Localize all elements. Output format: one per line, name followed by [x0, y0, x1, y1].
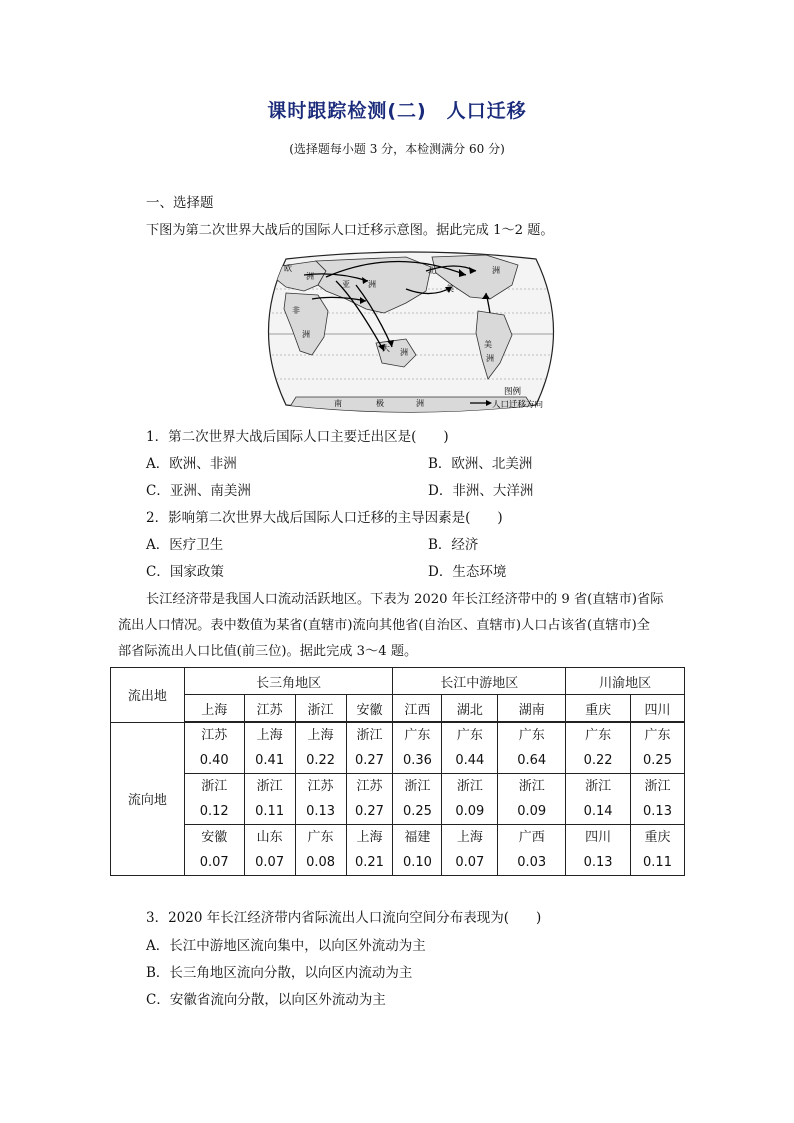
table-cell: [442, 825, 498, 876]
destination-name: 重庆: [644, 829, 671, 845]
inflow-header: 流向地: [111, 722, 185, 876]
share-value: 0.07: [199, 854, 229, 870]
question-3-option-c[interactable]: C．安徽省流向分散，以向区外流动为主: [146, 992, 386, 1008]
destination-name: 广西: [518, 829, 545, 845]
destination-name: 四川: [585, 829, 612, 845]
province-header: 重庆: [566, 695, 631, 723]
province-header: 湖南: [498, 695, 566, 723]
question-3-option-a[interactable]: A．长江中游地区流向集中，以向区外流动为主: [146, 938, 426, 954]
table-cell: [631, 825, 685, 876]
table-cell: [442, 722, 498, 774]
question-1-option-d[interactable]: D．非洲、大洋洲: [428, 483, 534, 499]
province-header-row: [111, 695, 685, 723]
question-1-option-c[interactable]: C．亚洲、南美洲: [146, 483, 251, 499]
table-row: [111, 825, 685, 876]
destination-name: 福建: [404, 829, 431, 845]
province-header: 上海: [184, 695, 244, 723]
table-cell: [498, 825, 566, 876]
table-cell: [244, 722, 295, 774]
map-label-europe-2: 洲: [306, 272, 314, 281]
province-header: 浙江: [295, 695, 346, 723]
share-value: 0.14: [583, 803, 613, 819]
map-label-africa-1: 非: [292, 306, 300, 315]
share-value: 0.08: [306, 854, 336, 870]
destination-name: 安徽: [201, 829, 228, 845]
table-cell: [184, 825, 244, 876]
destination-name: 山东: [256, 829, 283, 845]
destination-name: 浙江: [404, 778, 431, 794]
destination-name: 上海: [456, 829, 483, 845]
province-header: 安徽: [346, 695, 393, 723]
map-label-asia-1: 亚: [342, 280, 350, 289]
share-value: 0.09: [455, 803, 485, 819]
region-header-1: 长江中游地区: [393, 668, 566, 695]
share-value: 0.36: [402, 752, 432, 768]
page-title: 课时跟踪检测(二) 人口迁移: [267, 100, 527, 122]
question-2-option-a[interactable]: A．医疗卫生: [146, 537, 224, 553]
share-value: 0.09: [517, 803, 547, 819]
map-label-ant-3: 洲: [416, 399, 424, 408]
destination-name: 上海: [307, 727, 334, 743]
share-value: 0.27: [355, 752, 384, 768]
table-cell: [184, 774, 244, 825]
legend-label: 人口迁移方向: [492, 400, 544, 410]
table-cell: [498, 722, 566, 774]
table-cell: [442, 774, 498, 825]
share-value: 0.22: [583, 752, 613, 768]
table-cell: [295, 774, 346, 825]
share-value: 0.27: [355, 803, 384, 819]
destination-name: 浙江: [356, 727, 383, 743]
map-label-ant-2: 极: [376, 399, 384, 408]
destination-name: 广东: [585, 727, 612, 743]
table-cell: [393, 722, 442, 774]
share-value: 0.07: [455, 854, 485, 870]
question-2-option-c[interactable]: C．国家政策: [146, 564, 224, 580]
share-value: 0.21: [355, 854, 384, 870]
map-label-oceania-1: 大: [382, 344, 390, 353]
share-value: 0.25: [402, 803, 432, 819]
question-2-stem: 2．影响第二次世界大战后国际人口迁移的主导因素是( ): [146, 510, 503, 526]
destination-name: 浙江: [585, 778, 612, 794]
destination-name: 广东: [404, 727, 431, 743]
share-value: 0.12: [199, 803, 229, 819]
question-1-option-b[interactable]: B．欧洲、北美洲: [428, 456, 533, 472]
share-value: 0.11: [255, 803, 285, 819]
page-subtitle: (选择题每小题 3 分，本检测满分 60 分): [289, 142, 505, 156]
share-value: 0.13: [643, 803, 672, 819]
migration-map: [256, 251, 566, 413]
question-1-stem: 1．第二次世界大战后国际人口主要迁出区是( ): [146, 429, 449, 445]
table-cell: [295, 825, 346, 876]
share-value: 0.22: [306, 752, 336, 768]
table-cell: [393, 825, 442, 876]
section-heading: 一、选择题: [146, 195, 214, 211]
table-cell: [631, 774, 685, 825]
table-intro-line-1: 长江经济带是我国人口流动活跃地区。下表为 2020 年长江经济带中的 9 省(直辖市)省际: [146, 592, 664, 607]
destination-name: 浙江: [456, 778, 483, 794]
share-value: 0.13: [583, 854, 613, 870]
question-2-option-b[interactable]: B．经济: [428, 537, 479, 553]
table-cell: [631, 722, 685, 774]
share-value: 0.41: [255, 752, 285, 768]
map-label-oceania-2: 洲: [400, 348, 408, 357]
map-label-na-3: 洲: [492, 266, 500, 275]
share-value: 0.07: [255, 854, 285, 870]
map-label-sa-2: 洲: [486, 354, 494, 363]
table-cell: [346, 825, 393, 876]
table-cell: [346, 774, 393, 825]
destination-name: 江苏: [307, 778, 334, 794]
map-label-africa-2: 洲: [302, 330, 310, 339]
outflow-table: [110, 667, 685, 876]
map-label-europe-1: 欧: [284, 264, 292, 273]
question-2-option-d[interactable]: D．生态环境: [428, 564, 507, 580]
table-cell: [566, 722, 631, 774]
destination-name: 广东: [518, 727, 545, 743]
destination-name: 江苏: [201, 727, 228, 743]
province-header: 四川: [631, 695, 685, 723]
map-label-asia-2: 洲: [368, 280, 376, 289]
share-value: 0.44: [455, 752, 485, 768]
table-intro-line-2: 流出人口情况。表中数值为某省(直辖市)流向其他省(自治区、直辖市)人口占该省(直辖市)全: [118, 618, 650, 633]
table-intro-line-3: 部省际流出人口比值(前三位)。据此完成 3～4 题。: [118, 644, 418, 659]
table-cell: [566, 774, 631, 825]
table-row: [111, 774, 685, 825]
region-header-2: 川渝地区: [566, 668, 685, 695]
destination-name: 江苏: [356, 778, 383, 794]
map-intro: 下图为第二次世界大战后的国际人口迁移示意图。据此完成 1～2 题。: [146, 223, 554, 238]
map-label-na-1: 北: [428, 266, 436, 275]
outflow-header: 流出地: [111, 668, 185, 723]
map-label-na-2: 美: [446, 284, 454, 293]
destination-name: 广东: [307, 829, 334, 845]
destination-name: 浙江: [201, 778, 228, 794]
question-3-option-b[interactable]: B．长三角地区流向分散，以向区内流动为主: [146, 965, 413, 981]
share-value: 0.10: [402, 854, 432, 870]
table-cell: [498, 774, 566, 825]
table-cell: [295, 722, 346, 774]
destination-name: 浙江: [644, 778, 671, 794]
province-header: 湖北: [442, 695, 498, 723]
table-cell: [393, 774, 442, 825]
share-value: 0.11: [643, 854, 672, 870]
share-value: 0.40: [199, 752, 229, 768]
table-cell: [244, 774, 295, 825]
map-label-ant-1: 南: [334, 399, 342, 408]
destination-name: 上海: [356, 829, 383, 845]
province-header: 江西: [393, 695, 442, 723]
question-1-option-a[interactable]: A．欧洲、非洲: [146, 456, 237, 472]
share-value: 0.64: [517, 752, 547, 768]
share-value: 0.03: [517, 854, 547, 870]
question-3-stem: 3．2020 年长江经济带内省际流出人口流向空间分布表现为( ): [146, 910, 542, 926]
legend-title: 图例: [504, 387, 522, 397]
destination-name: 浙江: [256, 778, 283, 794]
table-cell: [184, 722, 244, 774]
destination-name: 浙江: [518, 778, 545, 794]
province-header: 江苏: [244, 695, 295, 723]
destination-name: 上海: [256, 727, 283, 743]
table-cell: [244, 825, 295, 876]
share-value: 0.25: [643, 752, 672, 768]
destination-name: 广东: [456, 727, 483, 743]
table-cell: [566, 825, 631, 876]
table-cell: [346, 722, 393, 774]
destination-name: 广东: [644, 727, 671, 743]
region-header-0: 长三角地区: [184, 668, 393, 695]
map-label-sa-1: 美: [484, 340, 492, 349]
table-row: [111, 722, 685, 774]
share-value: 0.13: [306, 803, 336, 819]
